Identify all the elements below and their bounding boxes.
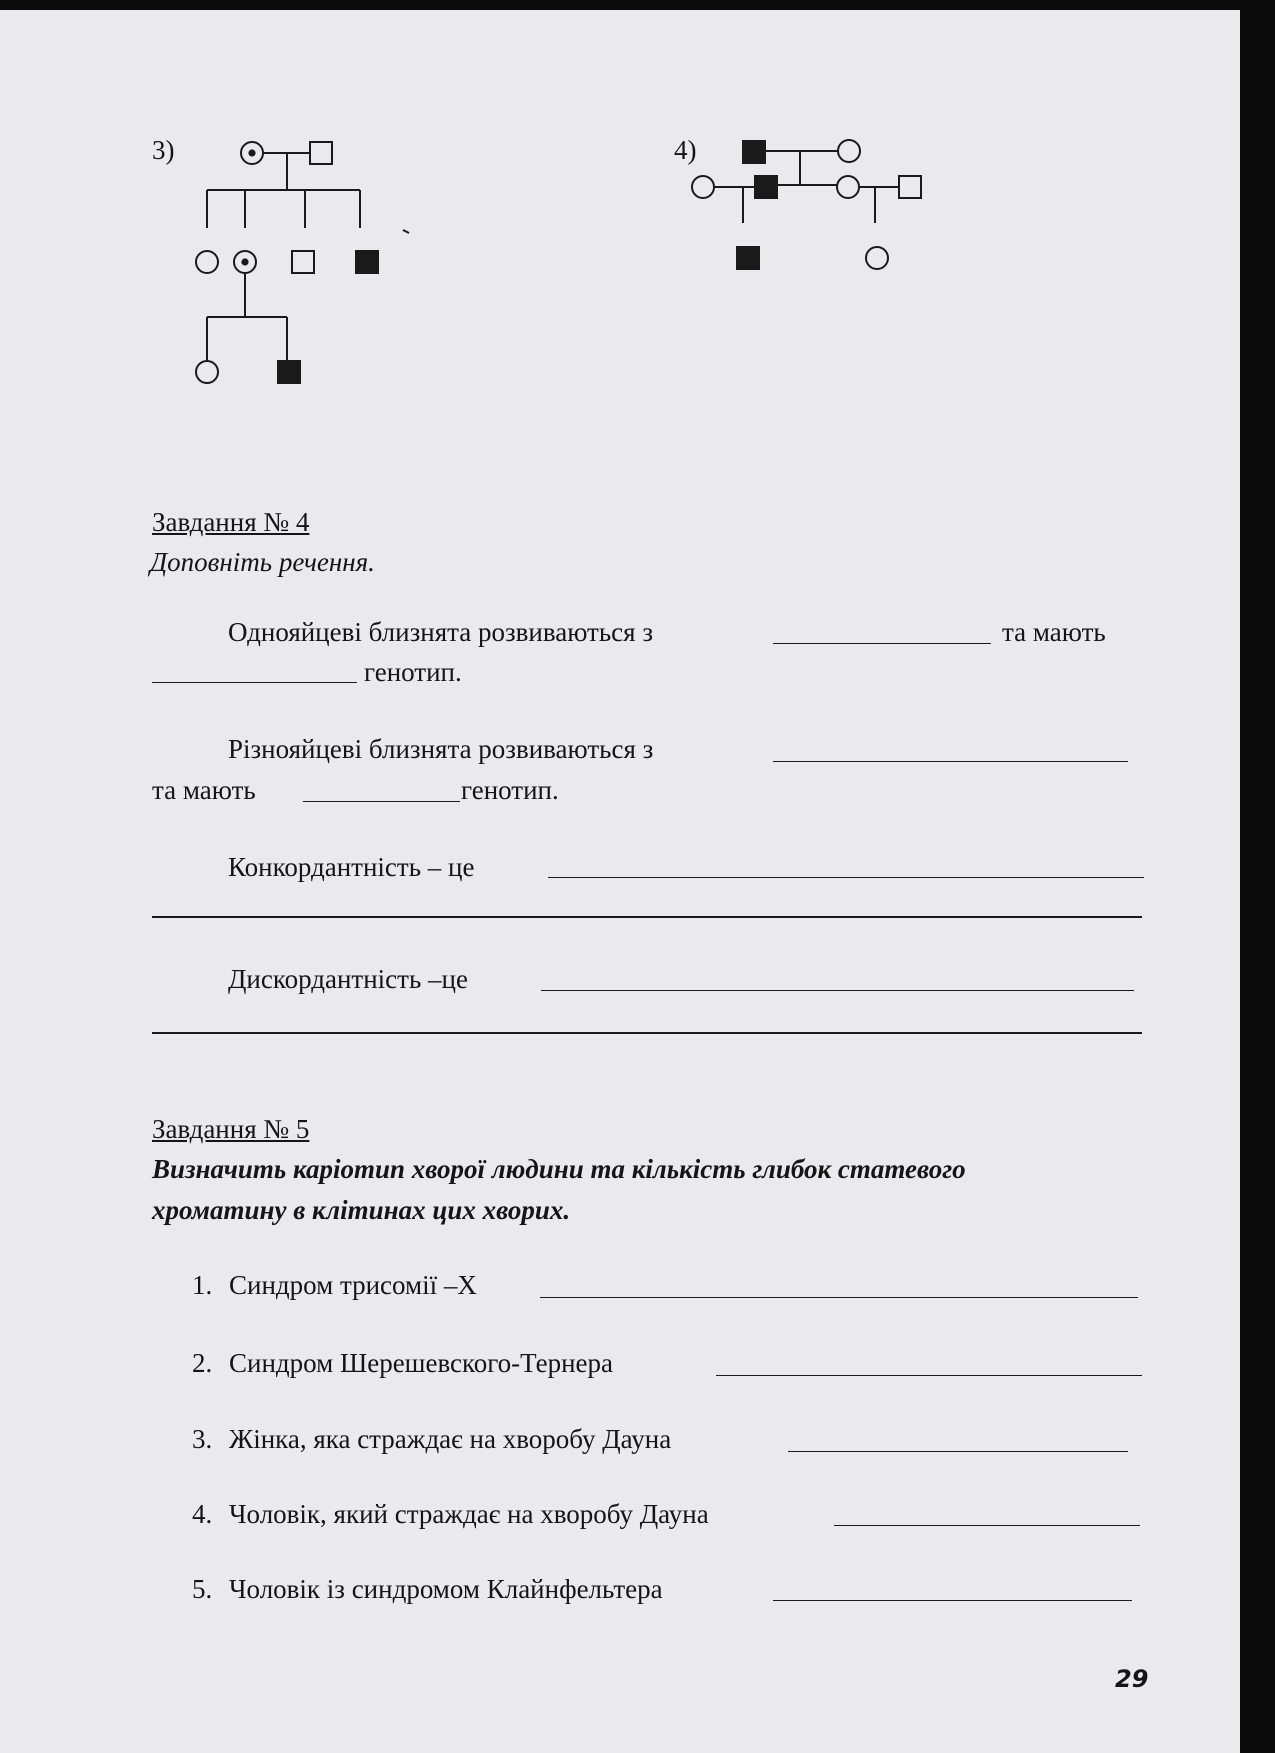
p3-son-affected [356, 251, 378, 273]
p4-wife-healthy [692, 176, 714, 198]
page-number: 29 [1115, 1665, 1149, 1693]
pedigree-4-label: 4) [674, 135, 697, 165]
task4-heading: Завдання № 4 [152, 507, 310, 537]
answer-blank[interactable] [303, 801, 460, 802]
task5-instruction-line1: Визначить каріотип хворої людини та кількість глибок статевого [152, 1154, 966, 1184]
answer-blank[interactable] [773, 1600, 1132, 1601]
p4-grandson-affected [737, 247, 759, 269]
p3-daughter-healthy [196, 251, 218, 273]
task4-sentence2-start: Різнояйцеві близнята розвиваються з [228, 734, 654, 764]
task5-item-number: 4. [192, 1499, 213, 1529]
p3-son-healthy [292, 251, 314, 273]
answer-blank[interactable] [773, 761, 1128, 762]
task4-instruction: Доповніть речення. [150, 547, 375, 577]
task5-item-text: Синдром трисомії –Х [229, 1270, 477, 1300]
task4-discordance-label: Дискордантність –це [228, 964, 468, 994]
p3-father-healthy [310, 142, 332, 164]
task5-instruction-line2: хроматину в клітинах цих хворих. [152, 1195, 571, 1225]
answer-blank[interactable] [716, 1375, 1142, 1376]
task5-item-text: Синдром Шерешевского-Тернера [229, 1348, 614, 1378]
task4-sentence2-end: генотип. [461, 775, 559, 805]
answer-blank[interactable] [540, 1297, 1138, 1298]
p4-son-affected [755, 176, 777, 198]
answer-blank[interactable] [541, 990, 1134, 991]
p3-daughter-carrier-dot [242, 259, 247, 264]
p4-grandmother-healthy [838, 140, 860, 162]
task5-item-number: 5. [192, 1574, 213, 1604]
task4-sentence1-middle: та мають [1002, 617, 1106, 647]
answer-line[interactable] [152, 1032, 1142, 1034]
answer-blank[interactable] [152, 682, 357, 683]
worksheet-page [0, 10, 1240, 1753]
task4-concordance-label: Конкордантність – це [228, 852, 475, 882]
p4-granddaughter-healthy [866, 247, 888, 269]
p4-husband-healthy [899, 176, 921, 198]
answer-line[interactable] [152, 916, 1142, 918]
task5-item-text: Чоловік із синдромом Клайнфельтера [229, 1574, 663, 1604]
task5-item-text: Жінка, яка страждає на хворобу Дауна [229, 1424, 672, 1454]
task4-sentence2-middle: та мають [152, 775, 256, 805]
p4-grandfather-affected [743, 141, 765, 163]
p4-daughter-healthy [837, 176, 859, 198]
task5-item-number: 3. [192, 1424, 213, 1454]
scan-edge [1240, 0, 1275, 1753]
answer-blank[interactable] [834, 1525, 1140, 1526]
pedigree-3-label: 3) [152, 135, 175, 165]
answer-blank[interactable] [773, 643, 991, 644]
answer-blank[interactable] [788, 1451, 1128, 1452]
p3-grandson-affected [278, 361, 300, 383]
task5-item-number: 2. [192, 1348, 213, 1378]
task4-sentence1-end: генотип. [364, 657, 462, 687]
answer-blank[interactable] [548, 877, 1144, 878]
task5-item-text: Чоловік, який страждає на хворобу Дауна [229, 1499, 709, 1529]
task5-heading: Завдання № 5 [152, 1114, 310, 1144]
task4-sentence1-start: Однояйцеві близнята розвиваються з [228, 617, 653, 647]
p3-mother-carrier-dot [249, 150, 254, 155]
pedigree-diagrams [0, 10, 1240, 430]
task5-item-number: 1. [192, 1270, 213, 1300]
p3-granddaughter-healthy [196, 361, 218, 383]
